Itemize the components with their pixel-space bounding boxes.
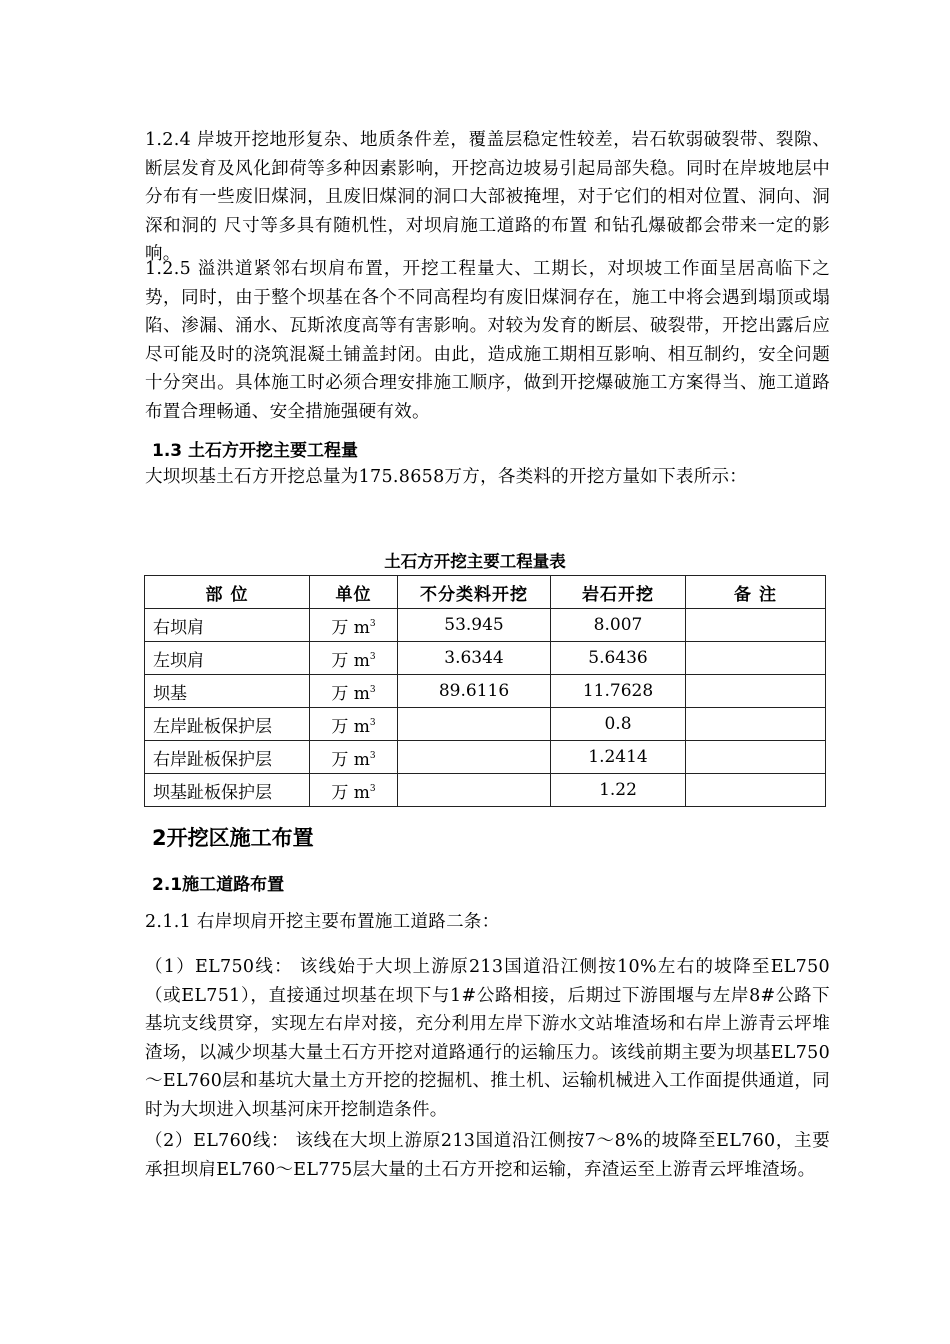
table-title: 土石方开挖主要工程量表 bbox=[384, 552, 566, 571]
part-cell: 坝基 bbox=[145, 675, 310, 708]
part-cell: 右坝肩 bbox=[145, 609, 310, 642]
unclassified-cell: 53.945 bbox=[398, 609, 551, 642]
part-cell: 右岸趾板保护层 bbox=[145, 741, 310, 774]
rock-cell: 1.2414 bbox=[551, 741, 686, 774]
rock-cell: 5.6436 bbox=[551, 642, 686, 675]
unclassified-cell bbox=[398, 774, 551, 807]
note-cell bbox=[686, 708, 826, 741]
table-row bbox=[145, 642, 826, 675]
note-cell bbox=[686, 675, 826, 708]
note-cell bbox=[686, 741, 826, 774]
unclassified-cell: 3.6344 bbox=[398, 642, 551, 675]
paragraph-el760: （2）EL760线： 该线在大坝上游原213国道沿江侧按7～8%的坡降至EL760，主要承担坝肩EL760～EL775层大量的土石方开挖和运输，弃渣运至上游青云坪堆渣场。 bbox=[145, 1131, 830, 1180]
rock-cell: 0.8 bbox=[551, 708, 686, 741]
paragraph-2-1-1: 2.1.1 右岸坝肩开挖主要布置施工道路二条： bbox=[145, 912, 500, 932]
table-header-row bbox=[145, 576, 826, 609]
unit-cell: 万 $m^3$ bbox=[310, 675, 398, 708]
table-row bbox=[145, 708, 826, 741]
column-header-rock: 岩石开挖 bbox=[551, 576, 686, 609]
paragraph-1-3-intro: 大坝坝基土石方开挖总量为175.8658万方，各类料的开挖方量如下表所示： bbox=[145, 467, 748, 487]
part-cell: 坝基趾板保护层 bbox=[145, 774, 310, 807]
unclassified-cell bbox=[398, 741, 551, 774]
note-cell bbox=[686, 774, 826, 807]
note-cell bbox=[686, 609, 826, 642]
table-row bbox=[145, 774, 826, 807]
unit-cell: 万 $m^3$ bbox=[310, 774, 398, 807]
note-cell bbox=[686, 642, 826, 675]
rock-cell: 1.22 bbox=[551, 774, 686, 807]
chapter-heading-2: 2开挖区施工布置 bbox=[152, 826, 314, 850]
unit-cell: 万 $m^3$ bbox=[310, 609, 398, 642]
unclassified-cell: 89.6116 bbox=[398, 675, 551, 708]
section-heading-1-3: 1.3 土石方开挖主要工程量 bbox=[152, 441, 359, 461]
unit-cell: 万 $m^3$ bbox=[310, 642, 398, 675]
unit-cell: 万 $m^3$ bbox=[310, 708, 398, 741]
column-header-note: 备 注 bbox=[686, 576, 826, 609]
excavation-quantity-table bbox=[144, 575, 826, 807]
table-row bbox=[145, 609, 826, 642]
rock-cell: 11.7628 bbox=[551, 675, 686, 708]
column-header-unclassified: 不分类料开挖 bbox=[398, 576, 551, 609]
section-heading-2-1: 2.1施工道路布置 bbox=[152, 875, 285, 895]
rock-cell: 8.007 bbox=[551, 609, 686, 642]
unclassified-cell bbox=[398, 708, 551, 741]
column-header-unit: 单位 bbox=[310, 576, 398, 609]
part-cell: 左岸趾板保护层 bbox=[145, 708, 310, 741]
paragraph-1-2-5: 1.2.5 溢洪道紧邻右坝肩布置，开挖工程量大、工期长，对坝坡工作面呈居高临下之势，同时，由于整个坝基在各个不同高程均有废旧煤洞存在，施工中将会遇到塌顶或塌陷、渗漏、涌水、瓦斯浓度高等有害影响。对较为发育的断层、破裂带，开挖出露后应尽可能及时的浇筑混凝土铺盖封闭。由此，造成施工期相互影响、相互制约，安全问题十分突出。具体施工时必须合理安排施工顺序，做到开挖爆破施工方案得当、施工道路布置合理畅通、安全措施强硬有效。 bbox=[145, 259, 830, 422]
unit-cell: 万 $m^3$ bbox=[310, 741, 398, 774]
paragraph-el750: （1）EL750线： 该线始于大坝上游原213国道沿江侧按10%左右的坡降至EL750（或EL751），直接通过坝基在坝下与1#公路相接，后期过下游围堰与左岸8#公路下基坑支线贯穿，实现左右岸对接，充分利用左岸下游水文站堆渣场和右岸上游青云坪堆渣场，以减少坝基大量土石方开挖对道路通行的运输压力。该线前期主要为坝基EL750～EL760层和基坑大量土方开挖的挖掘机、推土机、运输机械进入工作面提供通道，同时为大坝进入坝基河床开挖制造条件。 bbox=[145, 957, 830, 1120]
part-cell: 左坝肩 bbox=[145, 642, 310, 675]
paragraph-1-2-4: 1.2.4 岸坡开挖地形复杂、地质条件差，覆盖层稳定性较差，岩石软弱破裂带、裂隙、断层发育及风化卸荷等多种因素影响，开挖高边坡易引起局部失稳。同时在岸坡地层中分布有一些废旧煤洞，且废旧煤洞的洞口大部被掩埋，对于它们的相对位置、洞向、洞深和洞的 尺寸等多具有随机性，对坝肩施工道路的布置 和钻孔爆破都会带来一定的影响。 bbox=[145, 130, 830, 264]
table-row bbox=[145, 741, 826, 774]
table-row bbox=[145, 675, 826, 708]
column-header-part: 部 位 bbox=[145, 576, 310, 609]
